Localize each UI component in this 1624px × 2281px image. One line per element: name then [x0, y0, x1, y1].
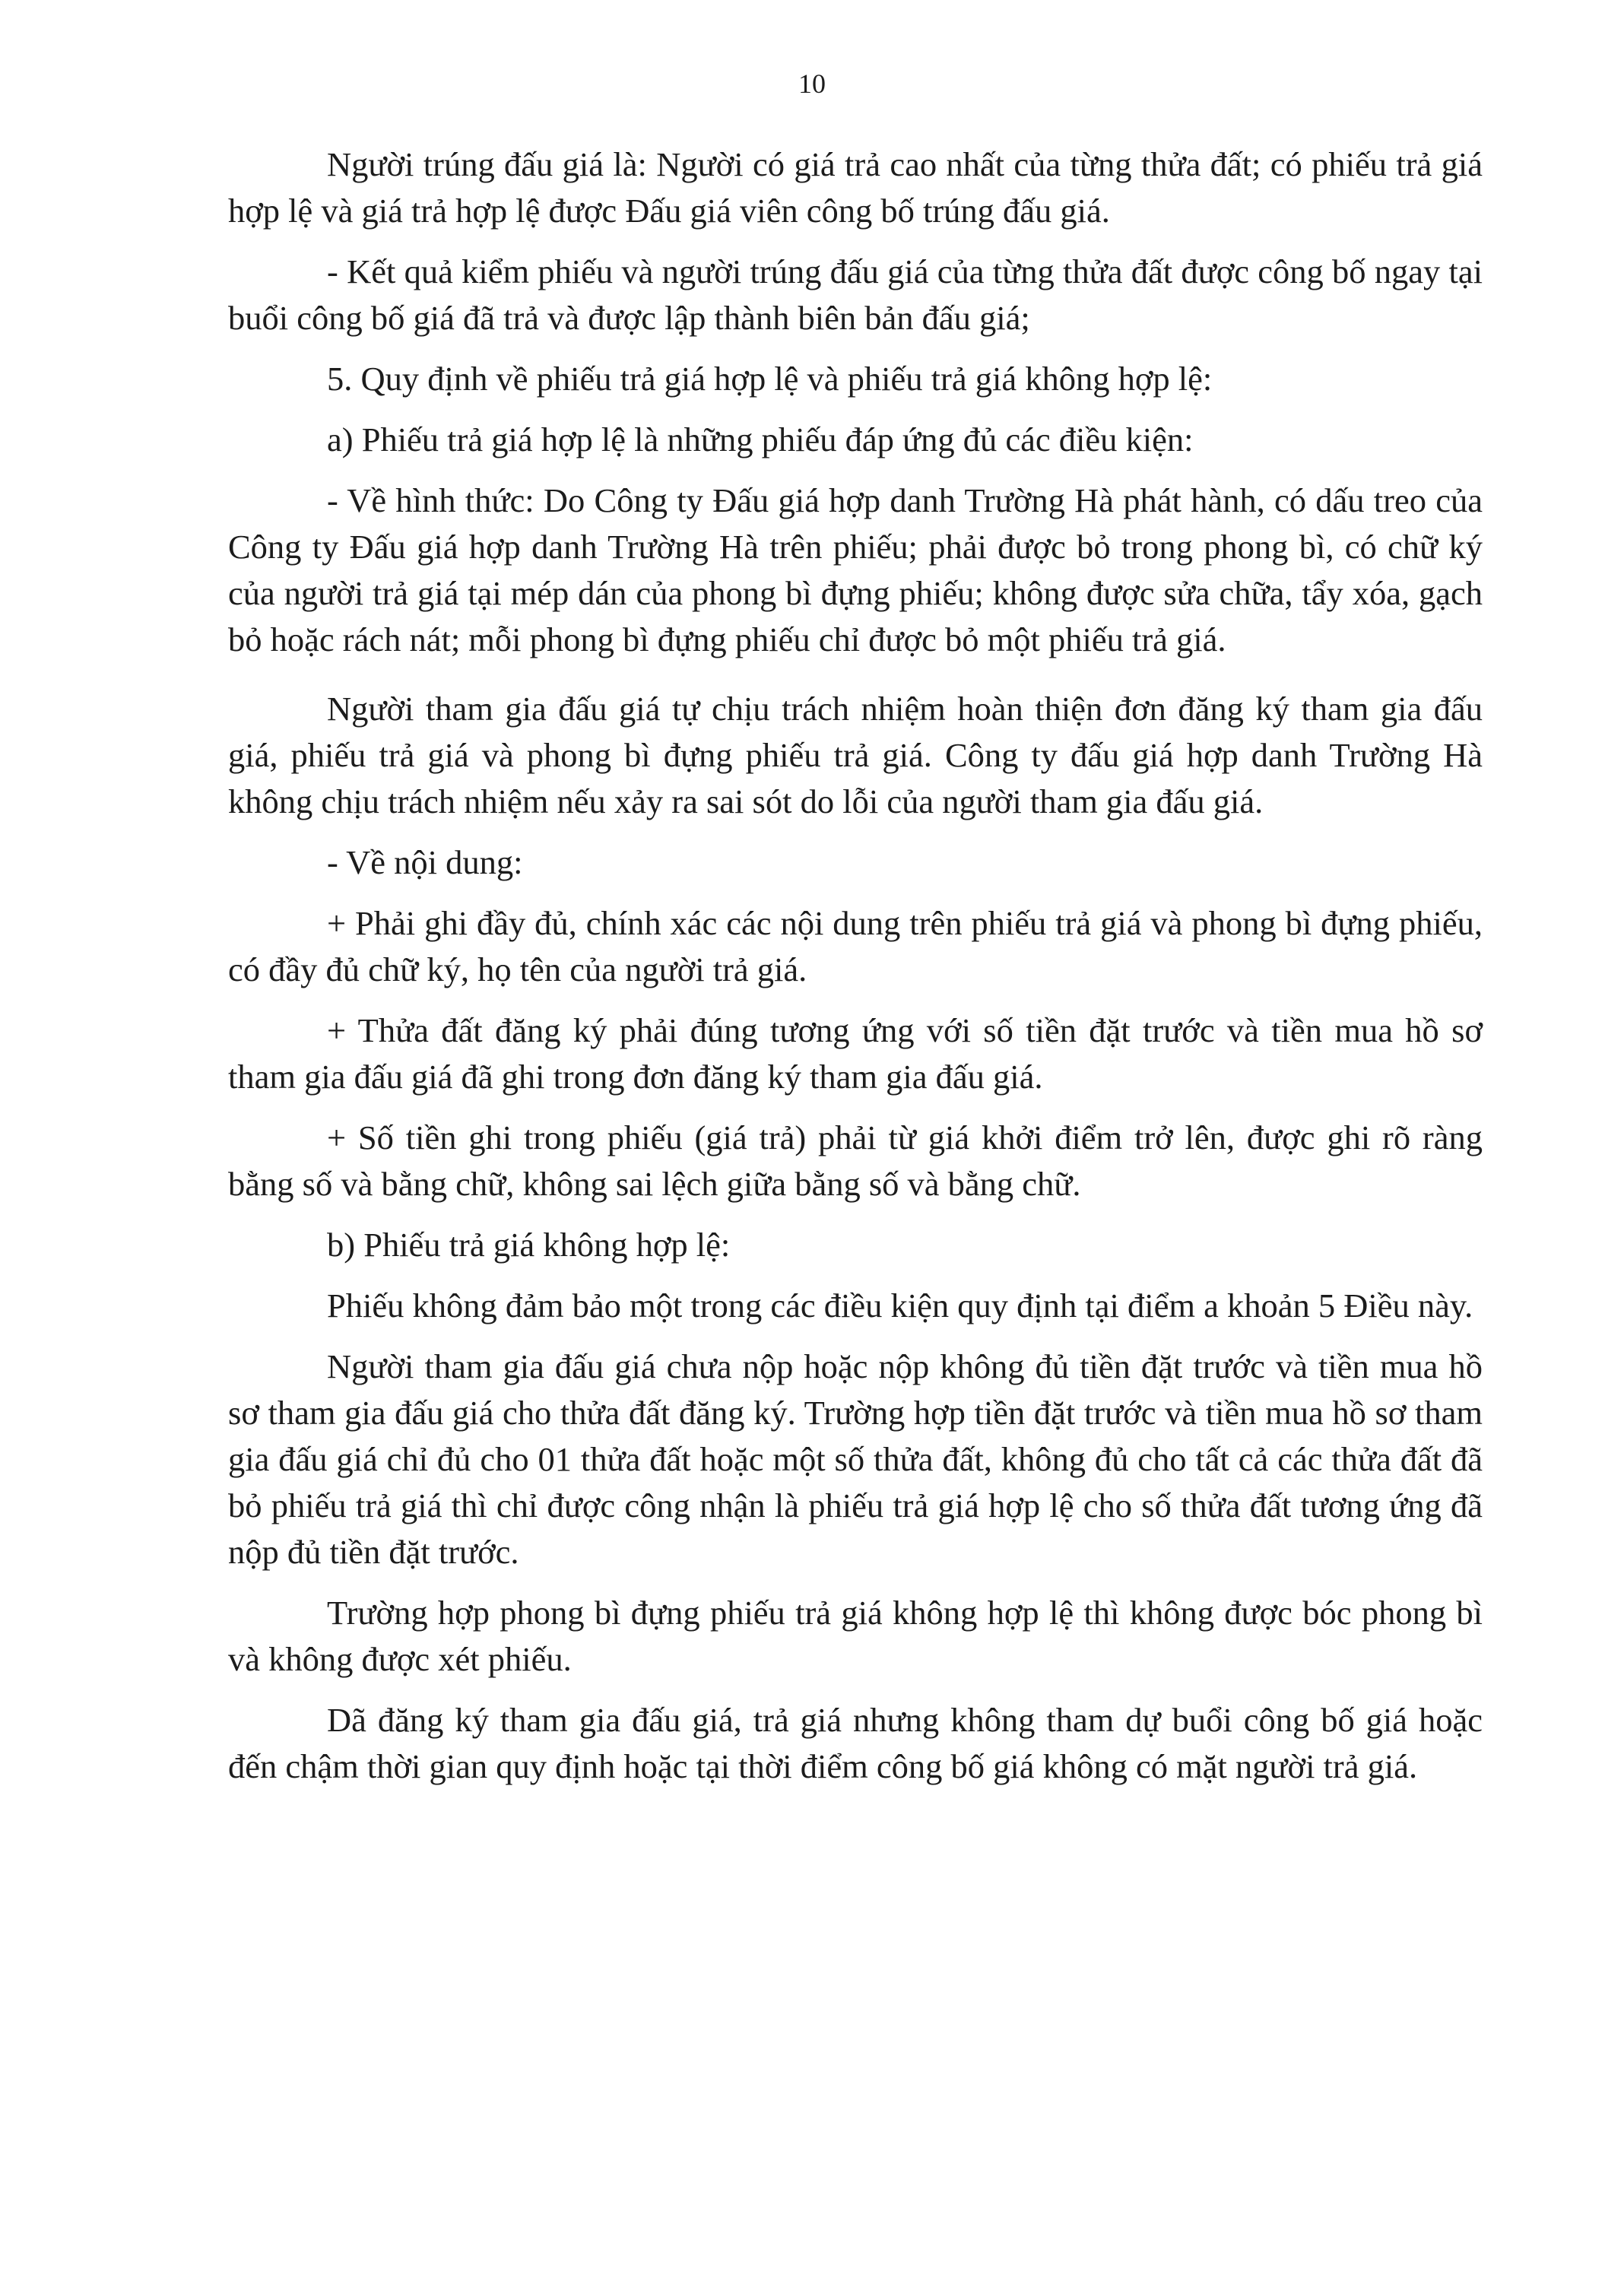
- paragraph-counting-result: - Kết quả kiểm phiếu và người trúng đấu giá của từng thửa đất được công bố ngay tại buổi công bố giá đã trả và được lập thành biên bản đấu giá;: [228, 252, 1483, 337]
- bullet-full-information: + Phải ghi đầy đủ, chính xác các nội dung trên phiếu trả giá và phong bì đựng phiếu, có đầy đủ chữ ký, họ tên của người trả giá.: [228, 904, 1483, 988]
- paragraph-form-requirements: - Về hình thức: Do Công ty Đấu giá hợp danh Trường Hà phát hành, có dấu treo của Công ty Đấu giá hợp danh Trường Hà trên phiếu; phải được bỏ trong phong bì, có chữ ký của người trả giá tại mép dán của phong bì đựng phiếu; không được sửa chữa, tẩy xóa, gạch bỏ hoặc rách nát; mỗi phong bì đựng phiếu chỉ được bỏ một phiếu trả giá.: [228, 481, 1483, 658]
- paragraph-deposit-shortfall: Người tham gia đấu giá chưa nộp hoặc nộp không đủ tiền đặt trước và tiền mua hồ sơ tham gia đấu giá cho thửa đất đăng ký. Trường hợp tiền đặt trước và tiền mua hồ sơ tham gia đấu giá chỉ đủ cho 01 thửa đất hoặc một số thửa đất, không đủ cho tất cả các thửa đất đã bỏ phiếu trả giá thì chỉ được công nhận là phiếu trả giá hợp lệ cho số thửa đất tương ứng đã nộp đủ tiền đặt trước.: [228, 1347, 1483, 1571]
- paragraph-invalid-conditions: Phiếu không đảm bảo một trong các điều kiện quy định tại điểm a khoản 5 Điều này.: [327, 1286, 1473, 1325]
- section-5-heading: 5. Quy định về phiếu trả giá hợp lệ và phiếu trả giá không hợp lệ:: [327, 360, 1213, 398]
- paragraph-participant-responsibility: Người tham gia đấu giá tự chịu trách nhiệm hoàn thiện đơn đăng ký tham gia đấu giá, phiếu trả giá và phong bì đựng phiếu trả giá. Công ty đấu giá hợp danh Trường Hà không chịu trách nhiệm nếu xảy ra sai sót do lỗi của người tham gia đấu giá.: [228, 690, 1483, 820]
- paragraph-invalid-envelope: Trường hợp phong bì đựng phiếu trả giá không hợp lệ thì không được bóc phong bì và không được xét phiếu.: [228, 1594, 1483, 1678]
- page-number: 10: [798, 68, 826, 99]
- subsection-b-heading: b) Phiếu trả giá không hợp lệ:: [327, 1226, 731, 1264]
- paragraph-absent-bidder: Dã đăng ký tham gia đấu giá, trả giá nhưng không tham dự buổi công bố giá hoặc đến chậm thời gian quy định hoặc tại thời điểm công bố giá không có mặt người trả giá.: [228, 1701, 1483, 1785]
- subsection-a-heading: a) Phiếu trả giá hợp lệ là những phiếu đáp ứng đủ các điều kiện:: [327, 420, 1194, 458]
- bullet-land-plot-match: + Thửa đất đăng ký phải đúng tương ứng với số tiền đặt trước và tiền mua hồ sơ tham gia đấu giá đã ghi trong đơn đăng ký tham gia đấu giá.: [228, 1011, 1483, 1096]
- document-body: [228, 141, 1483, 1804]
- paragraph-winner-definition: Người trúng đấu giá là: Người có giá trả cao nhất của từng thửa đất; có phiếu trả giá hợp lệ và giá trả hợp lệ được Đấu giá viên công bố trúng đấu giá.: [228, 145, 1483, 230]
- bullet-price-amount: + Số tiền ghi trong phiếu (giá trả) phải từ giá khởi điểm trở lên, được ghi rõ ràng bằng số và bằng chữ, không sai lệch giữa bằng số và bằng chữ.: [228, 1118, 1483, 1203]
- content-requirements-heading: - Về nội dung:: [327, 843, 523, 881]
